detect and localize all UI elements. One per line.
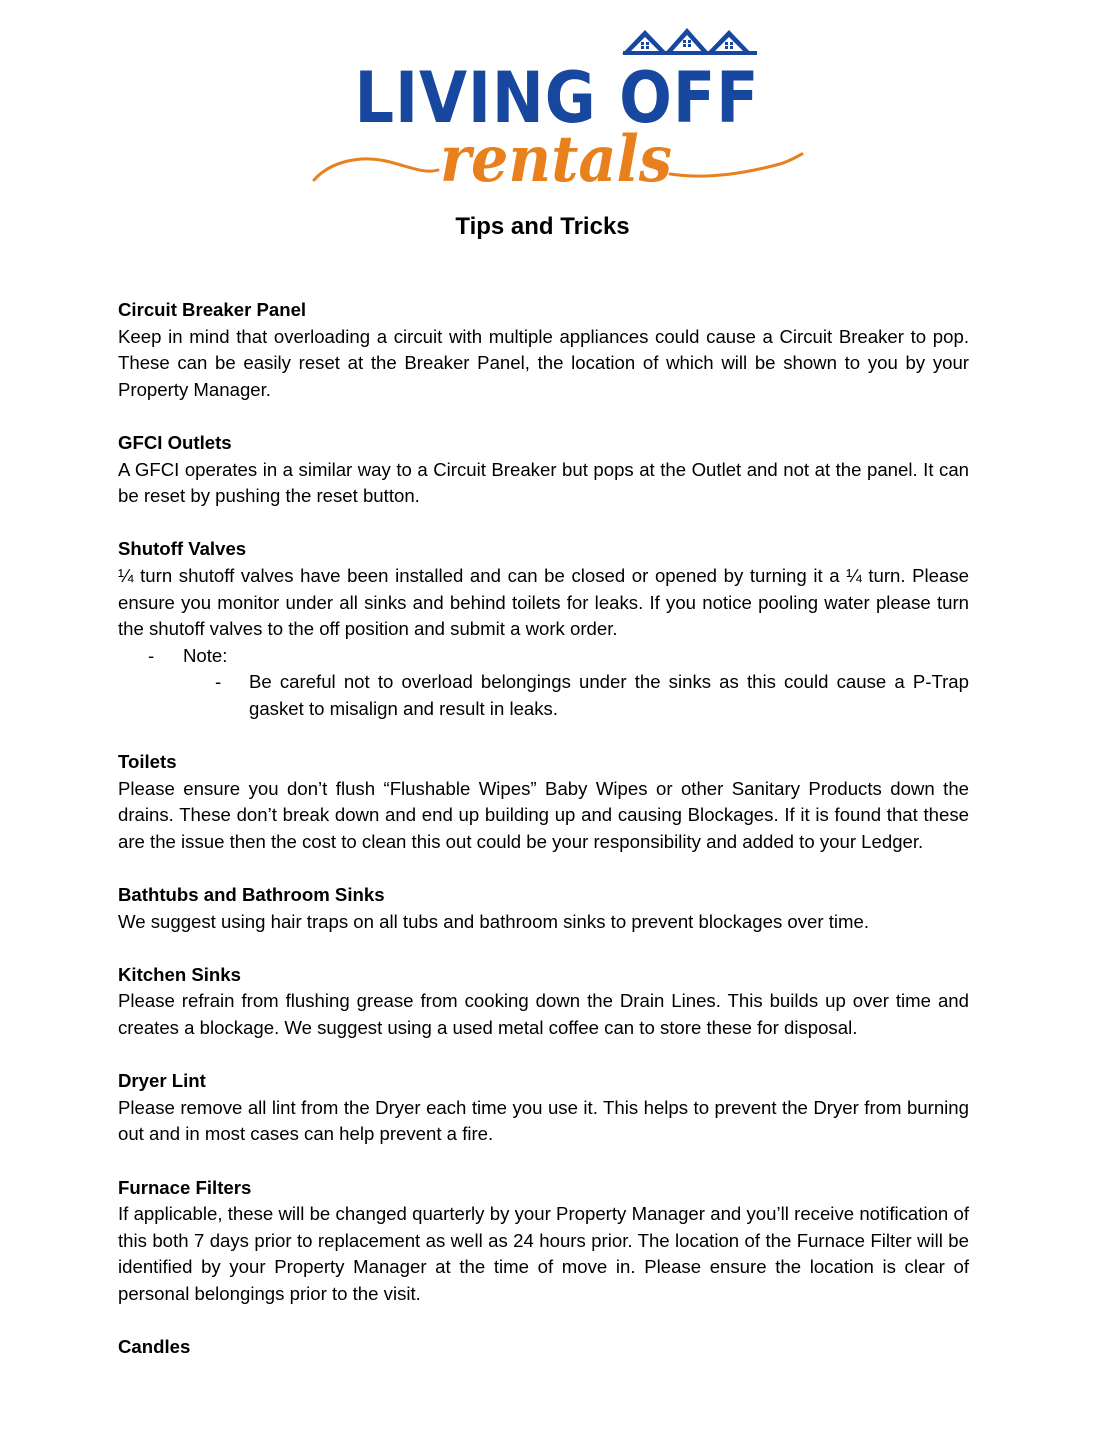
logo-line1: LIVING OFF xyxy=(354,57,760,139)
swoosh-left xyxy=(314,159,438,180)
section-circuit-breaker xyxy=(118,297,969,403)
section-heading: Circuit Breaker Panel xyxy=(118,299,307,320)
section-gfci-outlets xyxy=(118,430,969,510)
section-furnace-filters xyxy=(118,1175,969,1308)
section-text: Please refrain from flushing grease from cooking down the Drain Lines. This builds up over time and creates a blockage. We suggest using a used metal coffee can to store these for disposal. xyxy=(118,990,969,1039)
logo-line2: rentals xyxy=(440,122,672,194)
section-text: Keep in mind that overloading a circuit with multiple appliances could cause a Circuit Breaker to pop. These can be easily reset at the Breaker Panel, the location of which will be shown to you by your Property Manager. xyxy=(118,325,969,400)
section-shutoff-valves xyxy=(118,536,969,722)
bullet-dash: - xyxy=(215,671,222,693)
section-heading: Kitchen Sinks xyxy=(118,963,241,985)
section-text: If applicable, these will be changed quarterly by your Property Manager and you’ll receive notification of this both 7 days prior to replacement as well as 24 hours prior. The location of the Furnace Filter will be identified by your Property Manager at the time of move in. Please ensure the location is clear of personal belongings prior to the visit. xyxy=(118,1203,969,1304)
section-heading: Candles xyxy=(118,1336,191,1358)
page-title: Tips and Tricks xyxy=(455,213,630,240)
bullet-dash: - xyxy=(148,644,155,666)
section-text: A GFCI operates in a similar way to a Circuit Breaker but pops at the Outlet and not at the panel. It can be reset by pushing the reset button. xyxy=(118,458,969,507)
swoosh-right xyxy=(670,154,802,176)
section-bathtubs xyxy=(118,882,969,935)
houses-icon xyxy=(622,28,757,55)
note-label: Note: xyxy=(183,644,228,666)
section-heading: Bathtubs and Bathroom Sinks xyxy=(118,884,385,906)
section-text: Please ensure you don’t flush “Flushable Wipes” Baby Wipes or other Sanitary Products down the drains. These don’t break down and end up building up and causing Blockages. If it is found that these are the issue then the cost to clean this out could be your responsibility and added to your Ledger. xyxy=(118,777,969,852)
section-text: We suggest using hair traps on all tubs and bathroom sinks to prevent blockages over time. xyxy=(118,910,870,932)
document-body xyxy=(118,297,969,1387)
section-heading: GFCI Outlets xyxy=(118,431,232,453)
section-candles xyxy=(118,1334,969,1361)
subnote-list-item xyxy=(118,669,969,722)
section-toilets xyxy=(118,749,969,855)
section-dryer-lint xyxy=(118,1068,969,1148)
company-logo xyxy=(310,24,805,194)
section-heading: Toilets xyxy=(118,751,177,773)
section-heading: Dryer Lint xyxy=(118,1070,206,1092)
section-heading: Furnace Filters xyxy=(118,1176,252,1198)
note-list-item xyxy=(118,643,969,670)
section-kitchen-sinks xyxy=(118,962,969,1042)
subnote-text: Be careful not to overload belongings under the sinks as this could cause a P-Trap gasket to misalign and result in leaks. xyxy=(249,671,969,719)
section-text: ¼ turn shutoff valves have been installed and can be closed or opened by turning it a ¼ turn. Please ensure you monitor under all sinks and behind toilets for leaks. If you notice pooling water please turn the shutoff valves to the off position and submit a work order. xyxy=(118,564,969,640)
section-heading: Shutoff Valves xyxy=(118,538,247,560)
section-text: Please remove all lint from the Dryer each time you use it. This helps to prevent the Dryer from burning out and in most cases can help prevent a fire. xyxy=(118,1096,969,1145)
